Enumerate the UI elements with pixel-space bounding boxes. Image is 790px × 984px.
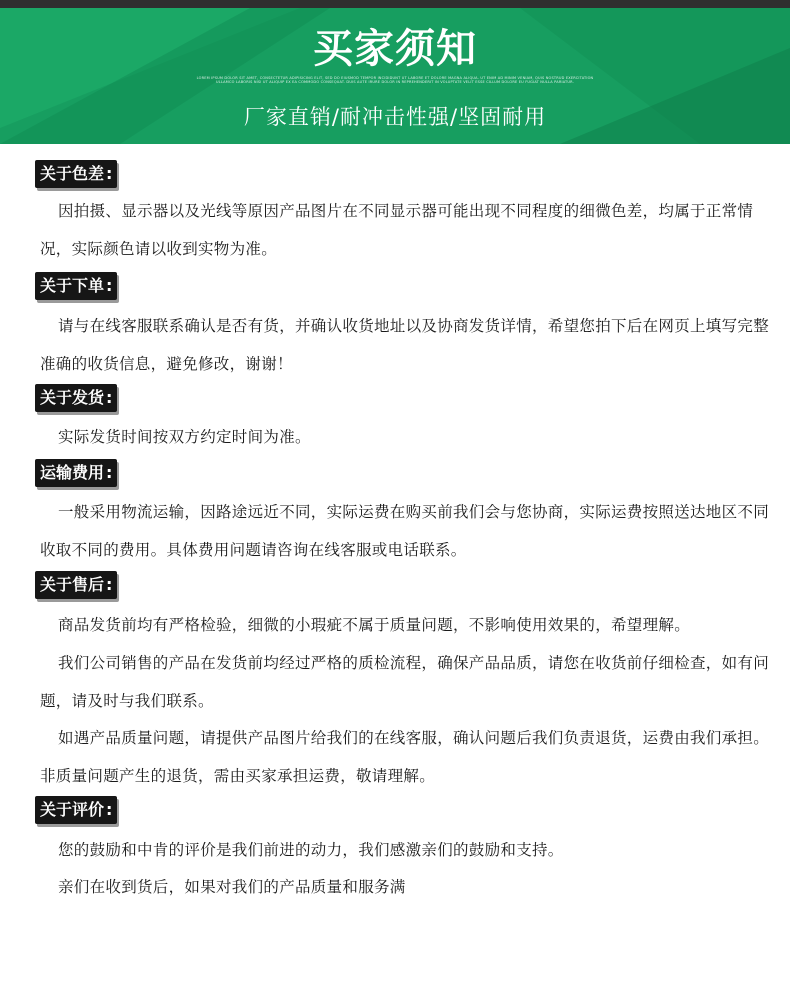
top-border xyxy=(0,0,790,8)
section-tag-ordering xyxy=(35,272,117,306)
section-paragraph: 一般采用物流运输，因路途远近不同，实际运费在购买前我们会与您协商，实际运费按照送达地区不同收取不同的费用。具体费用问题请咨询在线客服或电话联系。 xyxy=(40,503,770,559)
section-tag-reviews xyxy=(35,796,117,830)
section-tag-label: 运输费用 : xyxy=(35,459,117,487)
section-paragraph: 如遇产品质量问题，请提供产品图片给我们的在线客服，确认问题后我们负责退货，运费由我们承担。非质量问题产生的退货，需由买家承担运费，敬请理解。 xyxy=(40,729,770,785)
section-tag-label: 关于发货 : xyxy=(35,384,117,412)
section-tag-label: 关于下单 : xyxy=(35,272,117,300)
header-banner xyxy=(0,8,790,144)
section-tag-label: 关于评价 : xyxy=(35,796,117,824)
section-paragraph: 请与在线客服联系确认是否有货，并确认收货地址以及协商发货详情，希望您拍下后在网页上填写完整准确的收货信息，避免修改，谢谢！ xyxy=(40,317,770,373)
banner-title: 买家须知 xyxy=(313,26,477,72)
section-tag-color-difference xyxy=(35,160,117,194)
section-paragraph: 您的鼓励和中肯的评价是我们前进的动力，我们感激亲们的鼓励和支持。 xyxy=(58,841,564,859)
banner-subtitle: 厂家直销/耐冲击性强/坚固耐用 xyxy=(243,105,547,129)
section-paragraph: 因拍摄、显示器以及光线等原因产品图片在不同显示器可能出现不同程度的细微色差，均属于正常情况，实际颜色请以收到实物为准。 xyxy=(40,202,754,258)
banner-fine-print: LOREM IPSUM DOLOR SIT AMET, CONSECTETUR ADIPISICING ELIT, SED DO EIUSMOD TEMPOR INCIDIDUNT UT LABORE ET DOLORE MAGNA ALIQUA. UT ENIM AD MINIM VENIAM, QUIS NOSTRUD EXERCITATION ULLAMCO LABORIS NISI UT ALIQUIP EX EA COMMODO CONSEQUAT. DUIS AUTE IRURE DOLOR IN REPREHENDERIT IN VOLUPTATE VELIT ESSE CILLUM DOLORE EU FUGIAT NULLA PARIATUR. xyxy=(196,76,594,85)
section-paragraph: 我们公司销售的产品在发货前均经过严格的质检流程，确保产品品质，请您在收货前仔细检查，如有问题，请及时与我们联系。 xyxy=(40,654,770,710)
section-tag-after-sales xyxy=(35,571,117,605)
section-tag-shipping xyxy=(35,384,117,418)
section-tag-label: 关于售后 : xyxy=(35,571,117,599)
section-tag-label: 关于色差 : xyxy=(35,160,117,188)
section-paragraph: 商品发货前均有严格检验，细微的小瑕疵不属于质量问题，不影响使用效果的，希望理解。 xyxy=(58,616,691,634)
section-paragraph: 实际发货时间按双方约定时间为准。 xyxy=(58,428,311,446)
section-tag-freight-cost xyxy=(35,459,117,493)
section-paragraph: 亲们在收到货后，如果对我们的产品质量和服务满 xyxy=(58,878,406,896)
